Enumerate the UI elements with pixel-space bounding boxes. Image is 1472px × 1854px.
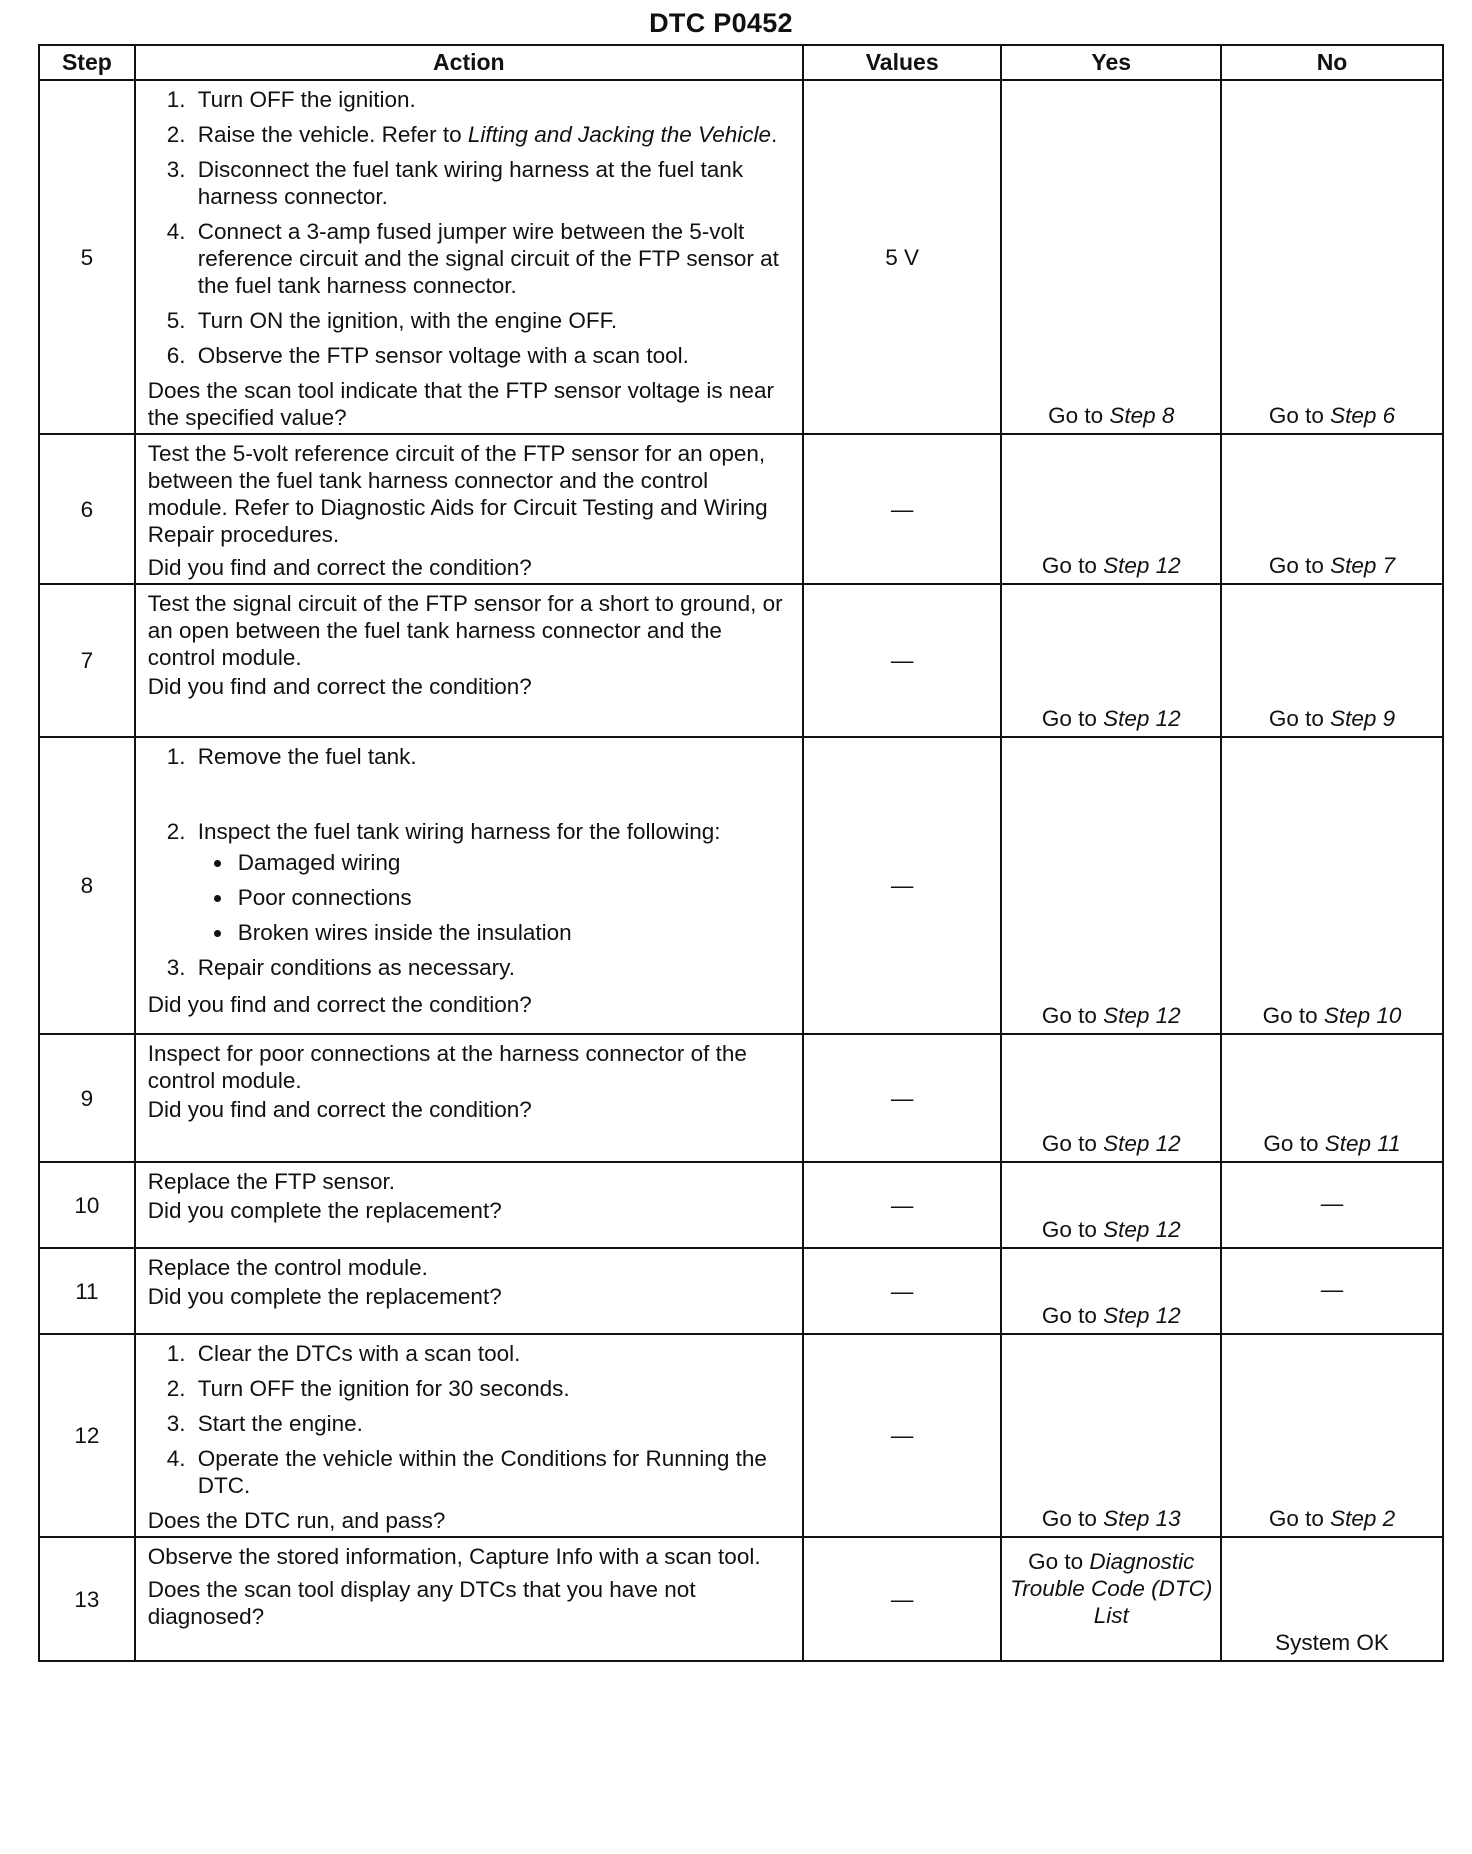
action-step: 2. Turn OFF the ignition for 30 seconds. bbox=[192, 1375, 794, 1402]
bullet-item: • Damaged wiring bbox=[234, 849, 794, 876]
action-step: 6. Observe the FTP sensor voltage with a scan tool. bbox=[192, 342, 794, 369]
table-row-step-6 bbox=[39, 434, 1443, 584]
value-cell: — bbox=[803, 1162, 1002, 1248]
action-cell bbox=[135, 1162, 803, 1248]
yes-cell: Go to Step 12 bbox=[1001, 737, 1221, 1034]
action-question: Did you complete the replacement? bbox=[147, 1284, 502, 1309]
action-step: 3. Disconnect the fuel tank wiring harness at the fuel tank harness connector. bbox=[192, 156, 794, 210]
no-step-link[interactable]: Step 9 bbox=[1330, 706, 1396, 731]
action-step: 1. Remove the fuel tank. bbox=[192, 743, 794, 770]
action-cell bbox=[135, 1334, 803, 1537]
action-steps bbox=[148, 86, 794, 369]
action-step: 2. Raise the vehicle. Refer to Lifting and Jacking the Vehicle. bbox=[192, 121, 794, 148]
value-cell: — bbox=[803, 737, 1002, 1034]
yes-cell: Go to Step 12 bbox=[1001, 1162, 1221, 1248]
table-row-step-13 bbox=[39, 1537, 1443, 1661]
action-cell bbox=[135, 584, 803, 737]
action-text: Test the 5-volt reference circuit of the FTP sensor for an open, between the fuel tank harness connector and the control module. Refer to Diagnostic Aids for Circuit Testing and Wiring Repair procedures. bbox=[147, 441, 768, 547]
header-row bbox=[39, 45, 1443, 80]
value-cell: — bbox=[803, 434, 1002, 584]
table-row-step-7 bbox=[39, 584, 1443, 737]
value-cell: — bbox=[803, 1248, 1002, 1334]
action-question: Does the scan tool indicate that the FTP sensor voltage is near the specified value? bbox=[147, 378, 774, 430]
action-question: Did you complete the replacement? bbox=[147, 1198, 502, 1223]
no-cell: Go to Step 9 bbox=[1221, 584, 1443, 737]
step-number: 12 bbox=[39, 1334, 135, 1537]
yes-step-link[interactable]: Step 13 bbox=[1103, 1506, 1181, 1531]
yes-cell: Go to Step 12 bbox=[1001, 1034, 1221, 1162]
no-cell: Go to Step 10 bbox=[1221, 737, 1443, 1034]
no-cell: System OK bbox=[1221, 1537, 1443, 1661]
step-number: 8 bbox=[39, 737, 135, 1034]
yes-cell: Go to Step 8 bbox=[1001, 80, 1221, 434]
action-text: Inspect for poor connections at the harness connector of the control module. bbox=[147, 1041, 747, 1093]
no-cell: — bbox=[1221, 1248, 1443, 1334]
table-row-step-11 bbox=[39, 1248, 1443, 1334]
reference-link[interactable]: Lifting and Jacking the Vehicle bbox=[467, 122, 772, 147]
no-step-link[interactable]: Step 11 bbox=[1324, 1131, 1401, 1156]
value-cell: — bbox=[803, 1034, 1002, 1162]
no-cell: Go to Step 6 bbox=[1221, 80, 1443, 434]
action-step: 1. Turn OFF the ignition. bbox=[192, 86, 794, 113]
yes-step-link[interactable]: Step 12 bbox=[1103, 1131, 1181, 1156]
value-cell: — bbox=[803, 1537, 1002, 1661]
no-cell: Go to Step 2 bbox=[1221, 1334, 1443, 1537]
action-step: 4. Operate the vehicle within the Conditions for Running the DTC. bbox=[192, 1445, 794, 1499]
step-number: 9 bbox=[39, 1034, 135, 1162]
action-text: Observe the stored information, Capture Info with a scan tool. bbox=[147, 1544, 761, 1569]
value-cell: 5 V bbox=[803, 80, 1002, 434]
header-values: Values bbox=[803, 45, 1002, 80]
document-title: DTC P0452 bbox=[649, 8, 793, 38]
diagnostic-table bbox=[38, 44, 1444, 1662]
action-step: 3. Repair conditions as necessary. bbox=[192, 954, 794, 981]
action-question: Did you find and correct the condition? bbox=[147, 674, 532, 699]
action-steps bbox=[148, 1340, 794, 1499]
action-question: Does the DTC run, and pass? bbox=[147, 1508, 446, 1533]
yes-step-link[interactable]: Diagnostic Trouble Code (DTC) List bbox=[1010, 1549, 1213, 1628]
yes-step-link[interactable]: Step 12 bbox=[1103, 1003, 1181, 1028]
yes-cell: Go to Step 12 bbox=[1001, 584, 1221, 737]
yes-cell: Go to Step 12 bbox=[1001, 1248, 1221, 1334]
no-step-link[interactable]: Step 2 bbox=[1330, 1506, 1396, 1531]
no-step-link[interactable]: Step 10 bbox=[1323, 1003, 1402, 1028]
action-text: Replace the FTP sensor. bbox=[147, 1169, 395, 1194]
action-step: 4. Connect a 3-amp fused jumper wire between the 5-volt reference circuit and the signal circuit of the FTP sensor at the fuel tank harness connector. bbox=[192, 218, 794, 299]
value-cell: — bbox=[803, 1334, 1002, 1537]
header-step: Step bbox=[39, 45, 135, 80]
step-number: 10 bbox=[39, 1162, 135, 1248]
action-step: 3. Start the engine. bbox=[192, 1410, 794, 1437]
table-row-step-5 bbox=[39, 80, 1443, 434]
table-row-step-9 bbox=[39, 1034, 1443, 1162]
action-step: 1. Clear the DTCs with a scan tool. bbox=[192, 1340, 794, 1367]
bullet-list bbox=[198, 849, 794, 946]
action-cell bbox=[135, 434, 803, 584]
yes-step-link[interactable]: Step 12 bbox=[1103, 1217, 1181, 1242]
action-question: Does the scan tool display any DTCs that you have not diagnosed? bbox=[147, 1577, 696, 1629]
no-step-link[interactable]: Step 7 bbox=[1330, 553, 1396, 578]
action-cell bbox=[135, 1248, 803, 1334]
bullet-item: • Broken wires inside the insulation bbox=[234, 919, 794, 946]
yes-step-link[interactable]: Step 12 bbox=[1103, 553, 1181, 578]
yes-step-link[interactable]: Step 12 bbox=[1103, 706, 1181, 731]
no-cell: Go to Step 11 bbox=[1221, 1034, 1443, 1162]
action-text: Replace the control module. bbox=[147, 1255, 428, 1280]
action-cell bbox=[135, 80, 803, 434]
yes-cell: Go to Step 12 bbox=[1001, 434, 1221, 584]
yes-cell: Go to Diagnostic Trouble Code (DTC) List bbox=[1001, 1537, 1221, 1661]
step-number: 7 bbox=[39, 584, 135, 737]
no-cell: — bbox=[1221, 1162, 1443, 1248]
table-row-step-12 bbox=[39, 1334, 1443, 1537]
action-question: Did you find and correct the condition? bbox=[147, 1097, 532, 1122]
step-number: 5 bbox=[39, 80, 135, 434]
step-number: 11 bbox=[39, 1248, 135, 1334]
action-cell bbox=[135, 737, 803, 1034]
table-row-step-10 bbox=[39, 1162, 1443, 1248]
no-step-link[interactable]: Step 6 bbox=[1330, 403, 1396, 428]
table-row-step-8 bbox=[39, 737, 1443, 1034]
yes-step-link[interactable]: Step 8 bbox=[1109, 403, 1175, 428]
action-steps bbox=[148, 743, 794, 981]
action-step: 2. Inspect the fuel tank wiring harness for the following: • Damaged wiring • Poor connections • Broken wires inside the insulation bbox=[192, 818, 794, 946]
yes-cell: Go to Step 13 bbox=[1001, 1334, 1221, 1537]
action-text: Test the signal circuit of the FTP sensor for a short to ground, or an open between the fuel tank harness connector and the control module. bbox=[147, 591, 783, 670]
header-action: Action bbox=[135, 45, 803, 80]
value-cell: — bbox=[803, 584, 1002, 737]
bullet-item: • Poor connections bbox=[234, 884, 794, 911]
action-question: Did you find and correct the condition? bbox=[147, 555, 532, 580]
action-question: Did you find and correct the condition? bbox=[147, 992, 532, 1017]
header-yes: Yes bbox=[1001, 45, 1221, 80]
action-cell bbox=[135, 1034, 803, 1162]
yes-step-link[interactable]: Step 12 bbox=[1103, 1303, 1181, 1328]
no-cell: Go to Step 7 bbox=[1221, 434, 1443, 584]
header-no: No bbox=[1221, 45, 1443, 80]
action-step: 5. Turn ON the ignition, with the engine OFF. bbox=[192, 307, 794, 334]
step-number: 13 bbox=[39, 1537, 135, 1661]
action-cell bbox=[135, 1537, 803, 1661]
step-number: 6 bbox=[39, 434, 135, 584]
